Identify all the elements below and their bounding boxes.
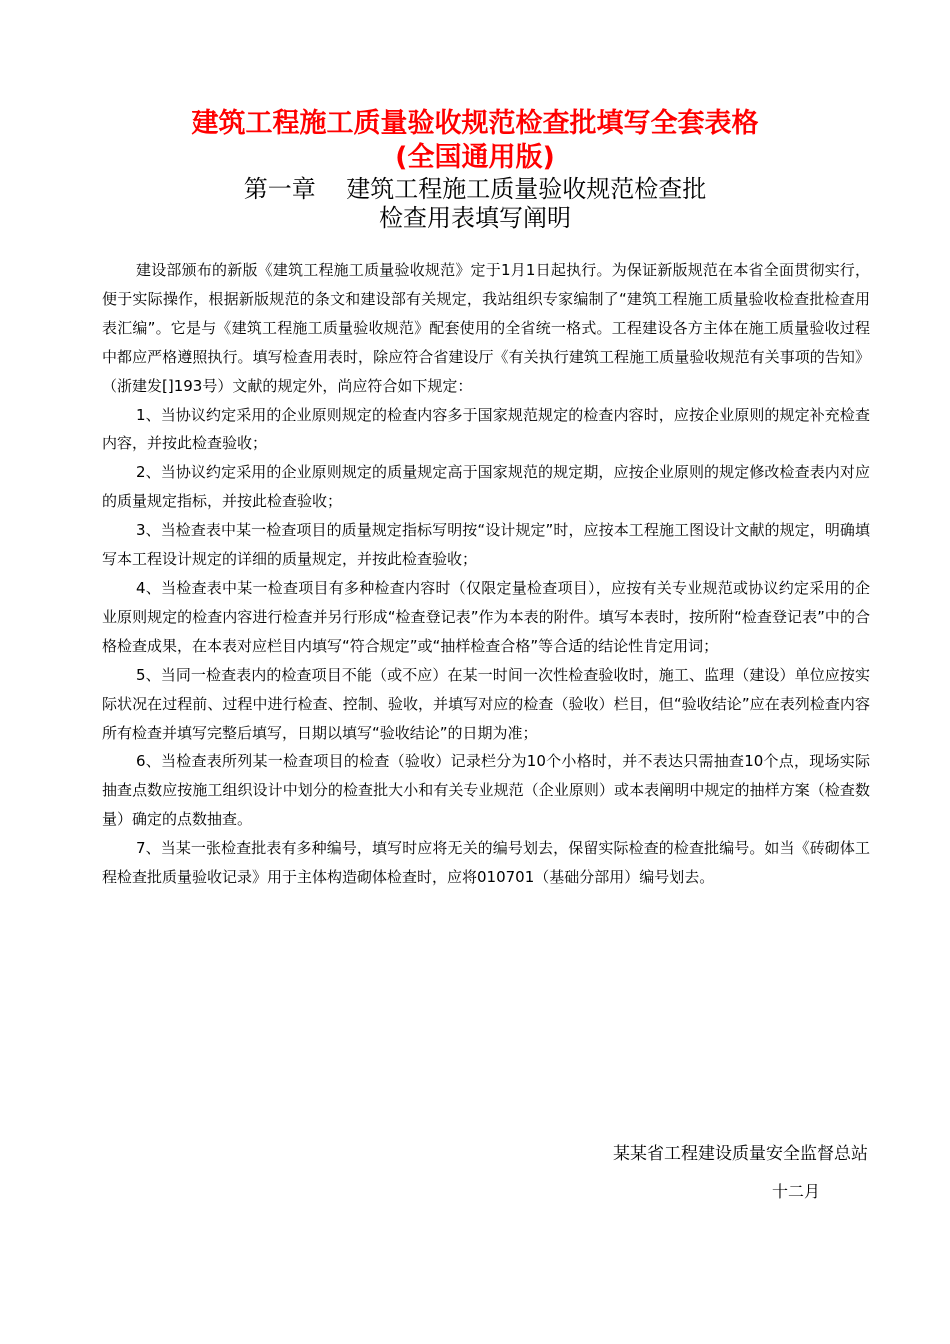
- signature-organization: 某某省工程建设质量安全监督总站: [613, 1144, 868, 1164]
- rule-item-2: 2、当协议约定采用的企业原则规定的质量规定高于国家规范的规定期，应按企业原则的规定修改检查表内对应的质量规定指标，并按此检查验收；: [102, 463, 870, 511]
- chapter-heading: 第一章 建筑工程施工质量验收规范检查批: [243, 175, 707, 203]
- rule-item-4: 4、当检查表中某一检查项目有多种检查内容时（仅限定量检查项目），应按有关专业规范或协议约定采用的企业原则规定的检查内容进行检查并另行形成“检查登记表”作为本表的附件。填写本表时，按所附“检查登记表”中的合格检查成果，在本表对应栏目内填写“符合规定”或“抽样检查合格”等合适的结论性肯定用词；: [102, 578, 870, 655]
- rule-item-6: 6、当检查表所列某一检查项目的检查（验收）记录栏分为10个小格时，并不表达只需抽查10个点，现场实际抽查点数应按施工组织设计中划分的检查批大小和有关专业规范（企业原则）或本表阐明中规定的抽样方案（检查数量）确定的点数抽查。: [102, 752, 870, 829]
- document-title: 建筑工程施工质量验收规范检查批填写全套表格: [191, 108, 759, 139]
- intro-paragraph: 建设部颁布的新版《建筑工程施工质量验收规范》定于1月1日起执行。为保证新版规范在本省全面贯彻实行，便于实际操作，根据新版规范的条文和建设部有关规定，我站组织专家编制了“建筑工程施工质量验收检查批检查用表汇编”。它是与《建筑工程施工质量验收规范》配套使用的全省统一格式。工程建设各方主体在施工质量验收过程中都应严格遵照执行。填写检查用表时，除应符合省建设厅《有关执行建筑工程施工质量验收规范有关事项的告知》（浙建发[]193号）文献的规定外，尚应符合如下规定：: [102, 261, 870, 395]
- rule-item-7: 7、当某一张检查批表有多种编号，填写时应将无关的编号划去，保留实际检查的检查批编号。如当《砖砌体工程检查批质量验收记录》用于主体构造砌体检查时，应将010701（基础分部用）编号划去。: [102, 839, 870, 887]
- document-edition: (全国通用版): [395, 142, 555, 173]
- rule-item-5: 5、当同一检查表内的检查项目不能（或不应）在某一时间一次性检查验收时，施工、监理（建设）单位应按实际状况在过程前、过程中进行检查、控制、验收，并填写对应的检查（验收）栏目，但“验收结论”应在表列检查内容所有检查并填写完整后填写，日期以填写“验收结论”的日期为准；: [102, 665, 870, 742]
- document-body: [102, 256, 870, 892]
- chapter-subheading: 检查用表填写阐明: [379, 204, 571, 232]
- rule-item-1: 1、当协议约定采用的企业原则规定的检查内容多于国家规范规定的检查内容时，应按企业原则的规定补充检查内容，并按此检查验收；: [102, 405, 870, 453]
- rule-item-3: 3、当检查表中某一检查项目的质量规定指标写明按“设计规定”时，应按本工程施工图设计文献的规定，明确填写本工程设计规定的详细的质量规定，并按此检查验收；: [102, 521, 870, 569]
- signature-date: 十二月: [771, 1182, 820, 1201]
